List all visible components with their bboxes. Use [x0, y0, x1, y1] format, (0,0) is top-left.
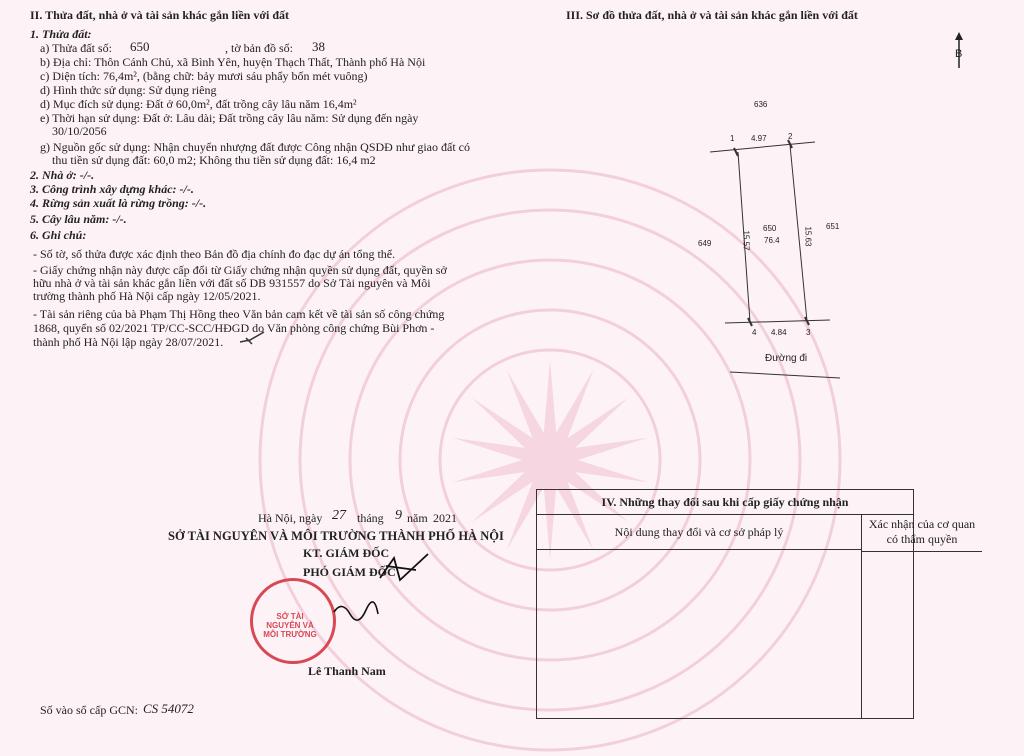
left-length: 15.57 — [741, 230, 751, 251]
note-2a: - Giấy chứng nhận này được cấp đổi từ Giấy chứng nhận quyền sử dụng đất, quyền sở — [33, 263, 447, 277]
changes-col2-header — [862, 515, 982, 552]
date-year-label: năm — [407, 511, 428, 525]
changes-col1-header: Nội dung thay đổi và cơ sở pháp lý — [537, 515, 861, 550]
note-3b: 1868, quyển số 02/2021 TP/CC-SCC/HĐGD do Văn phòng công chứng Bùi Phơn - — [33, 321, 435, 335]
map-sheet-label: , tờ bản đồ số: — [225, 41, 294, 55]
seal-text: SỞ TÀI NGUYÊN VÀ MÔI TRƯỜNG — [263, 612, 317, 639]
point-3: 3 — [806, 328, 811, 337]
area-line: c) Diện tích: 76,4m², (bằng chữ: bảy mươi sáu phẩy bốn mét vuông) — [40, 69, 368, 83]
date-year: 2021 — [433, 511, 457, 525]
map-sheet-value: 38 — [312, 39, 325, 54]
registry-label: Số vào sổ cấp GCN: — [40, 703, 138, 717]
use-form-line: d) Hình thức sử dụng: Sử dụng riêng — [40, 83, 217, 97]
parcel-number-value: 650 — [130, 39, 150, 54]
note-2b: hữu nhà ở và tài sản khác gắn liền với đất số DB 931557 do Sở Tài nguyên và Môi — [33, 276, 431, 290]
bottom-length: 4.84 — [771, 328, 787, 337]
deputy-director: PHÓ GIÁM ĐỐC — [303, 565, 396, 579]
parcel-number-diagram: 650 — [763, 224, 777, 233]
origin-line: g) Nguồn gốc sử dụng: Nhận chuyển nhượng đất được Công nhận QSDĐ như giao đất có — [40, 140, 470, 154]
handwritten-signature — [330, 596, 380, 626]
date-day: 27 — [332, 508, 346, 523]
date-month-label: tháng — [357, 511, 384, 525]
origin-line-2: thu tiền sử dụng đất: 60,0 m2; Không thu tiền sử dụng đất: 16,4 m2 — [52, 153, 376, 167]
date-prefix: Hà Nội, ngày — [258, 511, 323, 525]
house-line: 2. Nhà ở: -/-. — [30, 168, 95, 182]
neighbor-right: 651 — [826, 222, 840, 231]
date-month: 9 — [395, 508, 402, 523]
point-2: 2 — [788, 132, 793, 141]
parcel-number-label: a) Thửa đất số: — [40, 41, 112, 55]
land-parcel-heading: 1. Thửa đất: — [30, 27, 92, 41]
section-title-land: II. Thửa đất, nhà ở và tài sản khác gắn liền với đất — [30, 8, 290, 22]
note-3c: thành phố Hà Nội lập ngày 28/07/2021. — [33, 335, 224, 349]
construction-line: 3. Công trình xây dựng khác: -/-. — [30, 182, 194, 196]
signer-name: Lê Thanh Nam — [308, 664, 386, 678]
point-4: 4 — [752, 328, 757, 337]
north-label: B — [955, 48, 963, 60]
note-1: - Số tờ, số thửa được xác định theo Bản đồ địa chính đo đạc dự án tổng thể. — [33, 247, 396, 261]
note-2c: trường thành phố Hà Nội cấp ngày 12/05/2021. — [33, 289, 261, 303]
changes-table — [536, 489, 976, 719]
note-3a: - Tài sản riêng của bà Phạm Thị Hồng theo Văn bản cam kết về tài sản số công chứng — [33, 307, 445, 321]
point-1: 1 — [730, 134, 735, 143]
parcel-area-diagram: 76.4 — [764, 236, 780, 245]
initial-mark — [238, 330, 268, 346]
issuing-org: SỞ TÀI NGUYÊN VÀ MÔI TRƯỜNG THÀNH PHỐ HÀ NỘI — [168, 529, 504, 543]
trees-line: 5. Cây lâu năm: -/-. — [30, 212, 127, 226]
notes-heading: 6. Ghi chú: — [30, 228, 87, 242]
forest-line: 4. Rừng sản xuất là rừng trồng: -/-. — [30, 196, 207, 210]
use-purpose-line: d) Mục đích sử dụng: Đất ở 60,0m², đất trồng cây lâu năm 16,4m² — [40, 97, 357, 111]
changes-col2-line2: có thẩm quyền — [886, 532, 958, 546]
changes-col2-line1: Xác nhận của cơ quan — [868, 517, 976, 531]
section-title-diagram: III. Sơ đồ thửa đất, nhà ở và tài sản khác gắn liền với đất — [566, 8, 858, 22]
use-term-line: e) Thời hạn sử dụng: Đất ở: Lâu dài; Đất trồng cây lâu năm: Sử dụng đến ngày — [40, 111, 419, 125]
signature-stroke — [376, 548, 434, 588]
use-term-date: 30/10/2056 — [52, 124, 107, 138]
neighbor-left: 649 — [698, 239, 712, 248]
changes-table-title: IV. Những thay đổi sau khi cấp giấy chứng nhận — [537, 490, 913, 515]
top-length: 4.97 — [751, 134, 767, 143]
address-line: b) Địa chỉ: Thôn Cánh Chủ, xã Bình Yên, huyện Thạch Thất, Thành phố Hà Nội — [40, 55, 426, 69]
kt-director: KT. GIÁM ĐỐC — [303, 546, 390, 560]
neighbor-top: 636 — [754, 100, 768, 109]
road-label: Đường đi — [765, 353, 808, 364]
registry-value: CS 54072 — [143, 701, 194, 716]
right-length: 15.63 — [803, 226, 813, 247]
